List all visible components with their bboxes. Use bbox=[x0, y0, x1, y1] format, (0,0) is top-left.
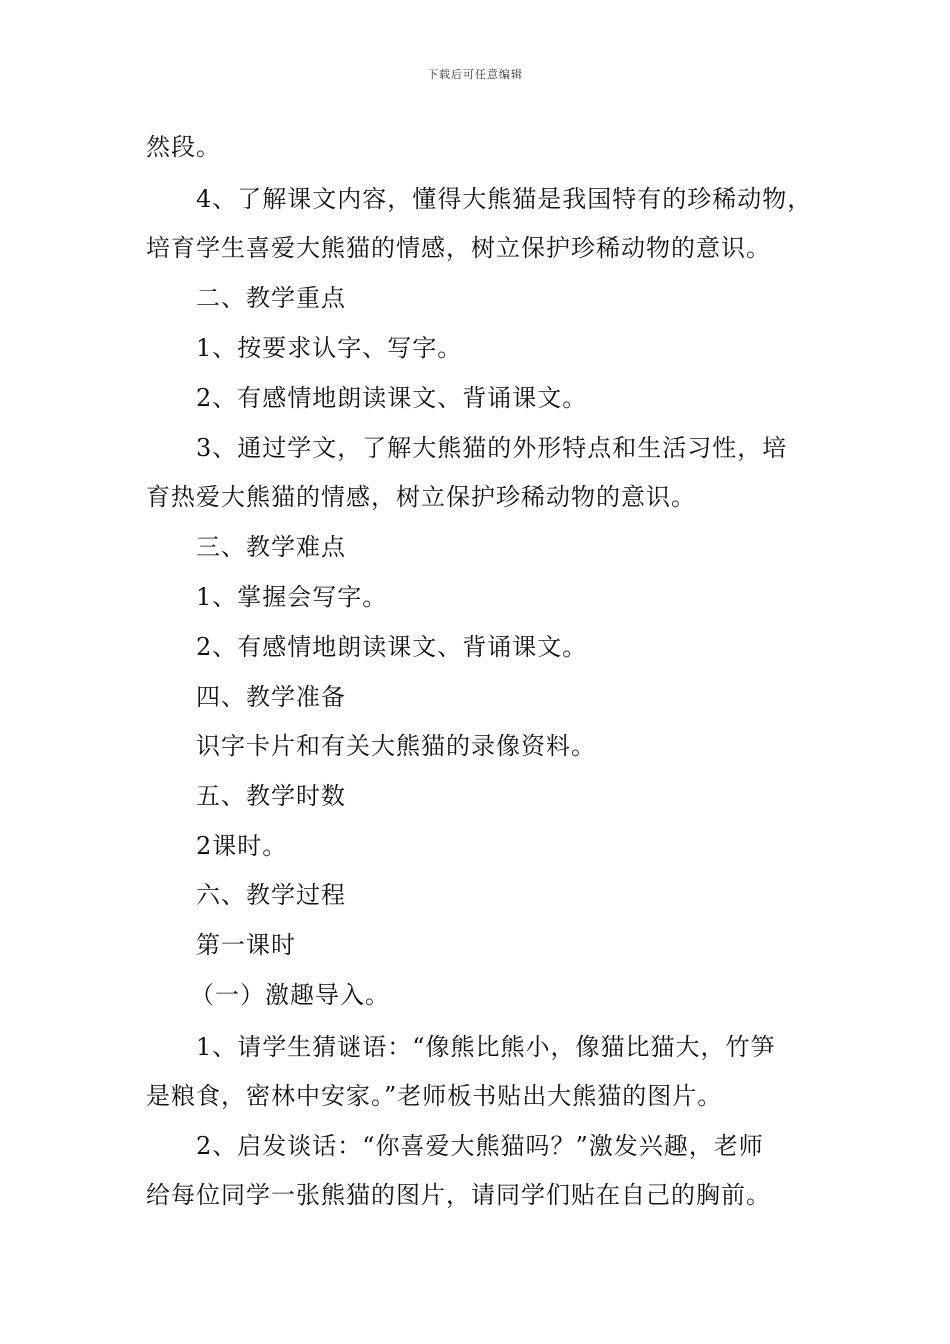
section-heading: 二、教学重点 bbox=[196, 284, 346, 312]
text-line: 2、有感情地朗读课文、背诵课文。 bbox=[196, 384, 588, 412]
text-line: 1、掌握会写字。 bbox=[196, 583, 388, 611]
text-line: 是粮食，密林中安家。”老师板书贴出大熊猫的图片。 bbox=[146, 1082, 723, 1110]
section-heading: 三、教学难点 bbox=[196, 533, 346, 561]
text-line: 1、请学生猜谜语：“像熊比熊小，像猫比猫大，竹笋 bbox=[196, 1033, 776, 1061]
subsection-heading: （一）激趣导入。 bbox=[190, 981, 390, 1009]
text-line: 给每位同学一张熊猫的图片，请同学们贴在自己的胸前。 bbox=[146, 1181, 771, 1209]
text-line: 2、启发谈话：“你喜爱大熊猫吗？”激发兴趣，老师 bbox=[196, 1132, 764, 1160]
section-heading: 五、教学时数 bbox=[196, 782, 346, 810]
section-heading: 四、教学准备 bbox=[196, 683, 346, 711]
text-line: 2、有感情地朗读课文、背诵课文。 bbox=[196, 633, 588, 661]
page-header: 下载后可任意编辑 bbox=[427, 68, 523, 81]
text-line: 2课时。 bbox=[196, 832, 288, 860]
text-line: 然段。 bbox=[146, 133, 221, 161]
section-heading: 六、教学过程 bbox=[196, 881, 346, 909]
text-line: 培育学生喜爱大熊猫的情感，树立保护珍稀动物的意识。 bbox=[146, 234, 771, 262]
text-line: 育热爱大熊猫的情感，树立保护珍稀动物的意识。 bbox=[146, 483, 696, 511]
text-line: 1、按要求认字、写字。 bbox=[196, 334, 463, 362]
subsection-heading: 第一课时 bbox=[196, 931, 296, 959]
text-line: 4、了解课文内容，懂得大熊猫是我国特有的珍稀动物， bbox=[196, 185, 813, 213]
text-line: 识字卡片和有关大熊猫的录像资料。 bbox=[196, 732, 596, 760]
text-line: 3、通过学文，了解大熊猫的外形特点和生活习性，培 bbox=[196, 434, 788, 462]
